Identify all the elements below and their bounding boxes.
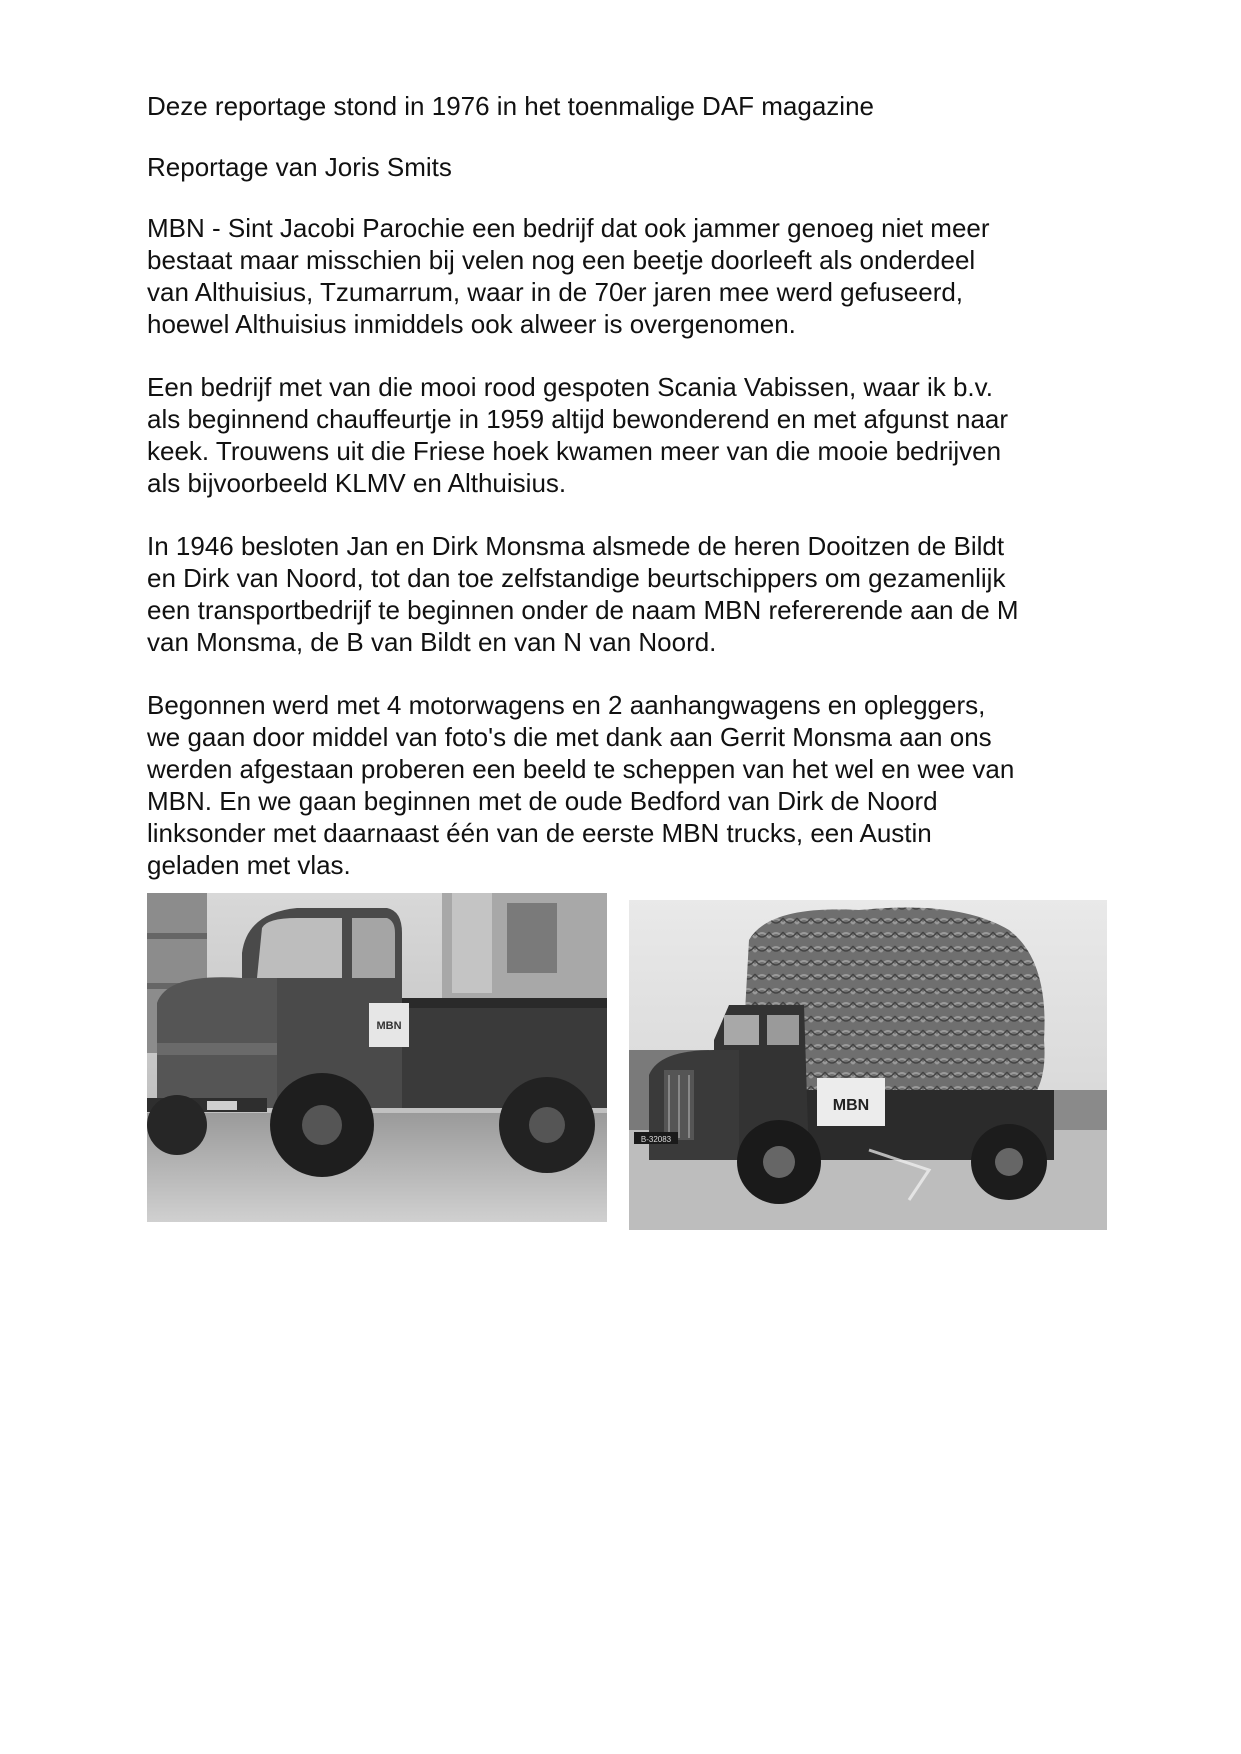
intro-line: Deze reportage stond in 1976 in het toenmalige DAF magazine [147, 91, 874, 121]
paragraph-1: MBN - Sint Jacobi Parochie een bedrijf dat ook jammer genoeg niet meer bestaat maar misschien bij velen nog een beetje doorleeft als onderdeel van Althuisius, Tzumarrum, waar in de 70er jaren mee werd gefuseerd, hoewel Althuisius inmiddels ook alweer is overgenomen. [147, 213, 990, 339]
right-photo-plate-text: B-32083 [640, 1135, 672, 1144]
right-photo-sign-text: MBN [832, 1097, 870, 1114]
left-photo-sign-text: MBN [376, 1020, 402, 1032]
paragraph-3: In 1946 besloten Jan en Dirk Monsma alsmede de heren Dooitzen de Bildt en Dirk van Noord, tot dan toe zelfstandige beurtschippers om gezamenlijk een transportbedrijf te beginnen onder de naam MBN refererende aan de M van Monsma, de B van Bildt en van N van Noord. [147, 531, 1019, 657]
austin-flax-truck-photo [629, 900, 1107, 1230]
byline: Reportage van Joris Smits [147, 152, 452, 182]
paragraph-2: Een bedrijf met van die mooi rood gespoten Scania Vabissen, waar ik b.v. als beginnend chauffeurtje in 1959 altijd bewonderend en met afgunst naar keek. Trouwens uit die Friese hoek kwamen meer van die mooie bedrijven als bijvoorbeeld KLMV en Althuisius. [147, 372, 1009, 498]
paragraph-4: Begonnen werd met 4 motorwagens en 2 aanhangwagens en opleggers, we gaan door middel van foto's die met dank aan Gerrit Monsma aan ons werden afgestaan proberen een beeld te scheppen van het wel en wee van MBN. En we gaan beginnen met de oude Bedford van Dirk de Noord linksonder met daarnaast één van de eerste MBN trucks, een Austin geladen met vlas. [147, 690, 1015, 880]
bedford-truck-photo [147, 893, 607, 1222]
